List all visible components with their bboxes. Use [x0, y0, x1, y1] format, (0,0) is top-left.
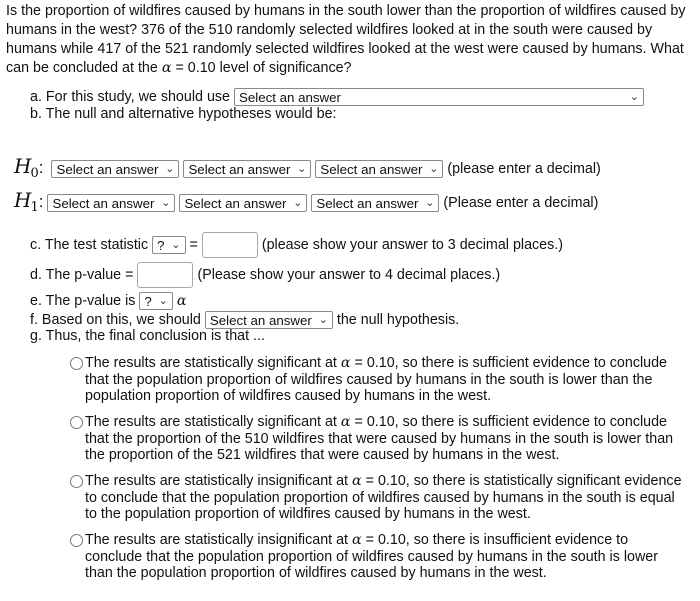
h0-row [14, 154, 601, 181]
alpha-symbol: α [340, 355, 351, 371]
h1-parameter-select[interactable]: Select an answer ⌄ [47, 194, 175, 212]
h1-subscript: 1 [30, 200, 39, 215]
radio-button[interactable] [70, 475, 83, 488]
intro-text: Is the proportion of wildfires caused by humans in the south lower than the proportion of wildfires caused by humans in the west? 376 of the 510 randomly selected wildfires looked at in the south were caused by humans while 417 of the 521 randomly selected wildfires looked at the west were caused by humans. What can be concluded at the [6, 3, 686, 76]
chevron-down-icon: ⌄ [297, 163, 307, 176]
alpha-symbol: α [340, 414, 351, 430]
h1-value-select[interactable]: Select an answer ⌄ [311, 194, 439, 212]
h1-operator-select[interactable]: Select an answer ⌄ [179, 194, 307, 212]
conclusion-option-4[interactable]: The results are statistically insignificant at α = 0.10, so there is insufficient evidence to conclude that the population proportion of wildfires caused by humans in the south is lower than the population proportion of wildfires caused by humans in the west. [70, 532, 682, 582]
alpha-symbol: α [161, 60, 172, 76]
part-c-label: c. The test statistic [30, 236, 149, 253]
chevron-down-icon: ⌄ [161, 197, 171, 210]
part-f [30, 311, 459, 329]
decision-select[interactable]: Select an answer ⌄ [205, 311, 333, 329]
intro-end-text: = 0.10 level of significance? [175, 60, 352, 76]
h0-value-select[interactable]: Select an answer ⌄ [315, 160, 443, 178]
part-c [30, 232, 563, 258]
chevron-down-icon: ⌄ [429, 163, 439, 176]
h0-hint: (please enter a decimal) [447, 161, 601, 177]
conclusion-option-1[interactable]: The results are statistically significant at α = 0.10, so there is sufficient evidence to conclude that the population proportion of wildfires caused by humans in the south is lower than the population proportion of wildfires caused by humans in the west. [70, 355, 682, 405]
part-e [30, 292, 186, 310]
alpha-symbol: α [352, 473, 362, 489]
chevron-down-icon: ⌄ [165, 163, 175, 176]
part-e-label: e. The p-value is [30, 292, 136, 309]
study-type-select[interactable]: Select an answer ⌄ [234, 88, 644, 106]
conclusion-option-2[interactable]: The results are statistically significant at α = 0.10, so there is sufficient evidence to conclude that the proportion of the 510 wildfires that were caused by humans in the south is lower than the proportion of the 521 wildfires that were caused by humans in the west. [70, 414, 682, 464]
p-value-input[interactable] [137, 262, 193, 288]
chevron-down-icon: ⌄ [158, 295, 168, 307]
equals-sign: = [189, 236, 198, 253]
h1-symbol: H [14, 188, 32, 212]
radio-button[interactable] [70, 534, 83, 547]
h0-operator-select[interactable]: Select an answer ⌄ [183, 160, 311, 178]
h0-symbol: H [14, 154, 32, 178]
chevron-down-icon: ⌄ [425, 197, 435, 210]
alpha-symbol: α [352, 532, 362, 548]
part-d-label: d. The p-value = [30, 266, 134, 283]
h1-row [14, 188, 598, 215]
chevron-down-icon: ⌄ [318, 314, 328, 326]
part-a-label: a. For this study, we should use [30, 88, 230, 105]
h1-hint: (Please enter a decimal) [443, 195, 599, 211]
h0-subscript: 0 [30, 166, 39, 181]
part-c-hint: (please show your answer to 3 decimal places.) [261, 236, 563, 253]
chevron-down-icon: ⌄ [171, 239, 181, 251]
h0-parameter-select[interactable]: Select an answer ⌄ [51, 160, 179, 178]
part-d [30, 262, 500, 288]
part-f-label: f. Based on this, we should [30, 311, 201, 328]
h0-colon: : [38, 158, 44, 177]
test-statistic-input[interactable] [202, 232, 258, 258]
conclusion-option-3[interactable]: The results are statistically insignificant at α = 0.10, so there is statistically significant evidence to conclude that the population proportion of wildfires caused by humans in the south is equal to the population proportion of wildfires caused by humans in the west. [70, 473, 682, 523]
part-g-label: g. Thus, the final conclusion is that ... [30, 328, 265, 344]
alpha-symbol: α [176, 292, 187, 309]
chevron-down-icon: ⌄ [629, 91, 639, 103]
radio-button[interactable] [70, 416, 83, 429]
part-d-hint: (Please show your answer to 4 decimal places.) [197, 266, 501, 283]
part-a [30, 88, 644, 106]
test-statistic-select[interactable]: ? ⌄ [152, 236, 185, 254]
h1-colon: : [38, 192, 44, 211]
part-b-label: b. The null and alternative hypotheses would be: [30, 106, 337, 122]
radio-button[interactable] [70, 357, 83, 370]
question-text [6, 2, 696, 78]
p-value-compare-select[interactable]: ? ⌄ [139, 292, 172, 310]
chevron-down-icon: ⌄ [293, 197, 303, 210]
part-f-tail: the null hypothesis. [336, 311, 460, 328]
